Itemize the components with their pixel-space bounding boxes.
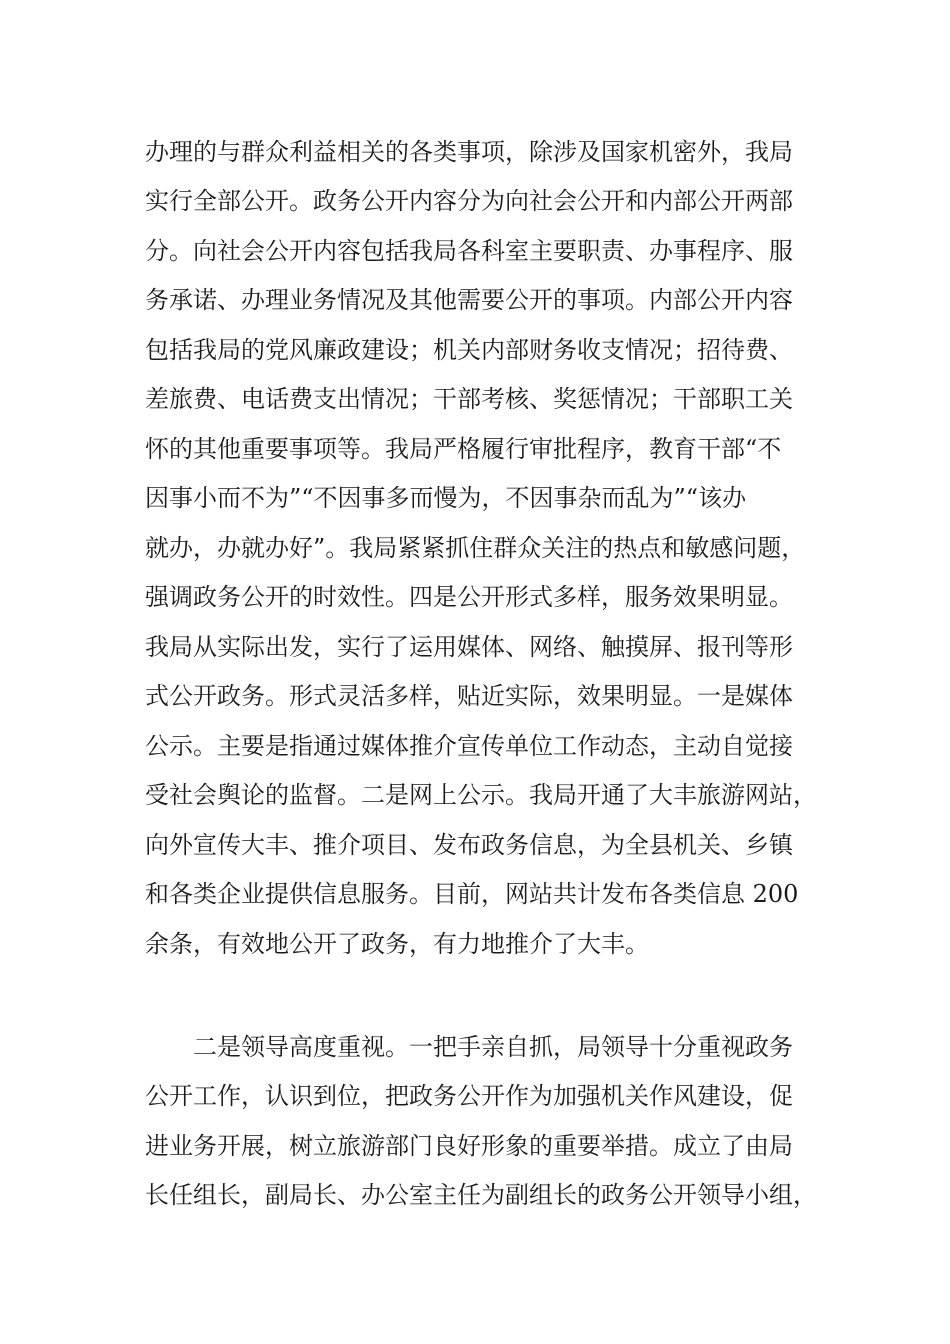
paragraph-line: 办理的与群众利益相关的各类事项，除涉及国家机密外，我局: [145, 138, 793, 166]
paragraph-line: 怀的其他重要事项等。我局严格履行审批程序，教育干部“不: [145, 435, 782, 463]
paragraph-line: 我局从实际出发，实行了运用媒体、网络、触摸屏、报刊等形: [145, 633, 793, 661]
paragraph-line: 余条，有效地公开了政务，有力地推介了大丰。: [145, 930, 649, 958]
paragraph-line: 因事小而不为”“不因事多而慢为，不因事杂而乱为”“该办: [145, 484, 747, 512]
paragraph-line: 二是领导高度重视。一把手亲自抓，局领导十分重视政务: [193, 1033, 793, 1061]
paragraph-line: 包括我局的党风廉政建设；机关内部财务收支情况；招待费、: [145, 336, 793, 364]
paragraph-line: 差旅费、电话费支出情况；干部考核、奖惩情况；干部职工关: [145, 385, 793, 413]
paragraph-line: 就办，办就办好”。我局紧紧抓住群众关注的热点和敏感问题，: [145, 534, 806, 562]
paragraph-line: 务承诺、办理业务情况及其他需要公开的事项。内部公开内容: [145, 286, 793, 314]
paragraph-line: 受社会舆论的监督。二是网上公示。我局开通了大丰旅游网站，: [145, 781, 817, 809]
paragraph-line: 向外宣传大丰、推介项目、发布政务信息，为全县机关、乡镇: [145, 831, 793, 859]
paragraph-line: 进业务开展，树立旅游部门良好形象的重要举措。成立了由局: [145, 1132, 793, 1160]
paragraph-line: 长任组长，副局长、办公室主任为副组长的政务公开领导小组，: [145, 1181, 817, 1209]
paragraph-line: 分。向社会公开内容包括我局各科室主要职责、办事程序、服: [145, 237, 793, 265]
paragraph-line: 强调政务公开的时效性。四是公开形式多样，服务效果明显。: [145, 583, 793, 611]
paragraph-line: 实行全部公开。政务公开内容分为向社会公开和内部公开两部: [145, 187, 793, 215]
paragraph-line: 式公开政务。形式灵活多样，贴近实际，效果明显。一是媒体: [145, 682, 793, 710]
paragraph-line: 公示。主要是指通过媒体推介宣传单位工作动态，主动自觉接: [145, 732, 793, 760]
paragraph-line: 公开工作，认识到位，把政务公开作为加强机关作风建设，促: [145, 1082, 793, 1110]
paragraph-line: 和各类企业提供信息服务。目前，网站共计发布各类信息 200: [145, 880, 799, 908]
